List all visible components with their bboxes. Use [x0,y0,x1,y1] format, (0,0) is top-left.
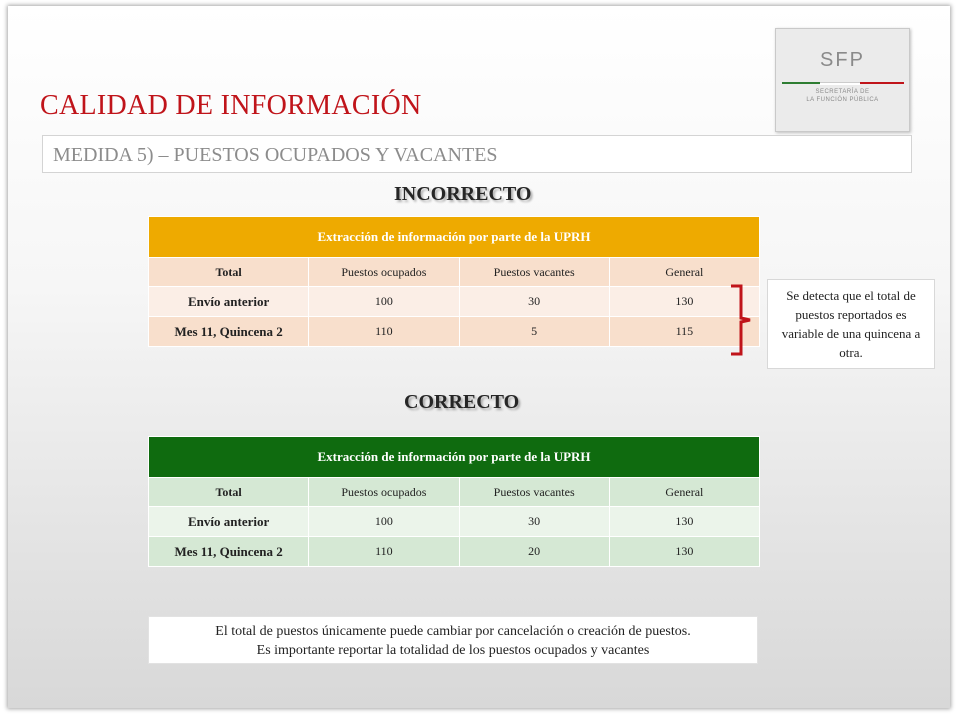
bottom-note-line2: Es importante reportar la totalidad de los puestos ocupados y vacantes [256,643,650,658]
incorrect-column-headers [149,258,760,287]
correct-table-title: Extracción de información por parte de la UPRH [149,437,760,478]
incorrect-table-title: Extracción de información por parte de la UPRH [149,217,760,258]
table-cell: 100 [309,287,459,317]
logo-line2: LA FUNCIÓN PÚBLICA [806,97,879,103]
table-cell: 30 [459,507,609,537]
table-cell: 30 [459,287,609,317]
logo-green-bar [782,82,820,84]
column-header: Puestos vacantes [459,478,609,507]
table-row [149,317,760,347]
table-cell: 20 [459,537,609,567]
table-row [149,537,760,567]
logo-red-bar [860,82,904,84]
column-header: Total [149,258,309,287]
row-label: Envío anterior [149,507,309,537]
table-cell: 130 [609,287,759,317]
table-cell: 110 [309,537,459,567]
row-label: Mes 11, Quincena 2 [149,317,309,347]
incorrect-heading: INCORRECTO [394,183,532,205]
table-cell: 5 [459,317,609,347]
page-title: CALIDAD DE INFORMACIÓN [40,90,422,121]
row-label: Envío anterior [149,287,309,317]
table-row [149,287,760,317]
bottom-note-line1: El total de puestos únicamente puede cambiar por cancelación o creación de puestos. [215,624,691,639]
correct-column-headers [149,478,760,507]
table-cell: 130 [609,507,759,537]
column-header: Total [149,478,309,507]
page-subtitle: MEDIDA 5) – PUESTOS OCUPADOS Y VACANTES [42,135,912,173]
bottom-note [148,616,758,664]
table-cell: 130 [609,537,759,567]
sfp-logo [775,28,910,132]
column-header: Puestos ocupados [309,258,459,287]
brace-icon [725,283,755,357]
column-header: General [609,258,759,287]
table-cell: 100 [309,507,459,537]
incorrect-table-header [149,217,760,258]
logo-line1: SECRETARÍA DE [815,89,870,95]
table-row [149,507,760,537]
table-cell: 110 [309,317,459,347]
column-header: Puestos vacantes [459,258,609,287]
correct-heading: CORRECTO [404,391,520,413]
variation-note: Se detecta que el total de puestos reportados es variable de una quincena a otra. [767,279,935,369]
correct-table [148,436,760,567]
row-label: Mes 11, Quincena 2 [149,537,309,567]
incorrect-table [148,216,760,347]
correct-table-header [149,437,760,478]
column-header: Puestos ocupados [309,478,459,507]
table-cell: 115 [609,317,759,347]
logo-white-bar [820,82,860,85]
column-header: General [609,478,759,507]
logo-name: SFP [820,49,865,71]
